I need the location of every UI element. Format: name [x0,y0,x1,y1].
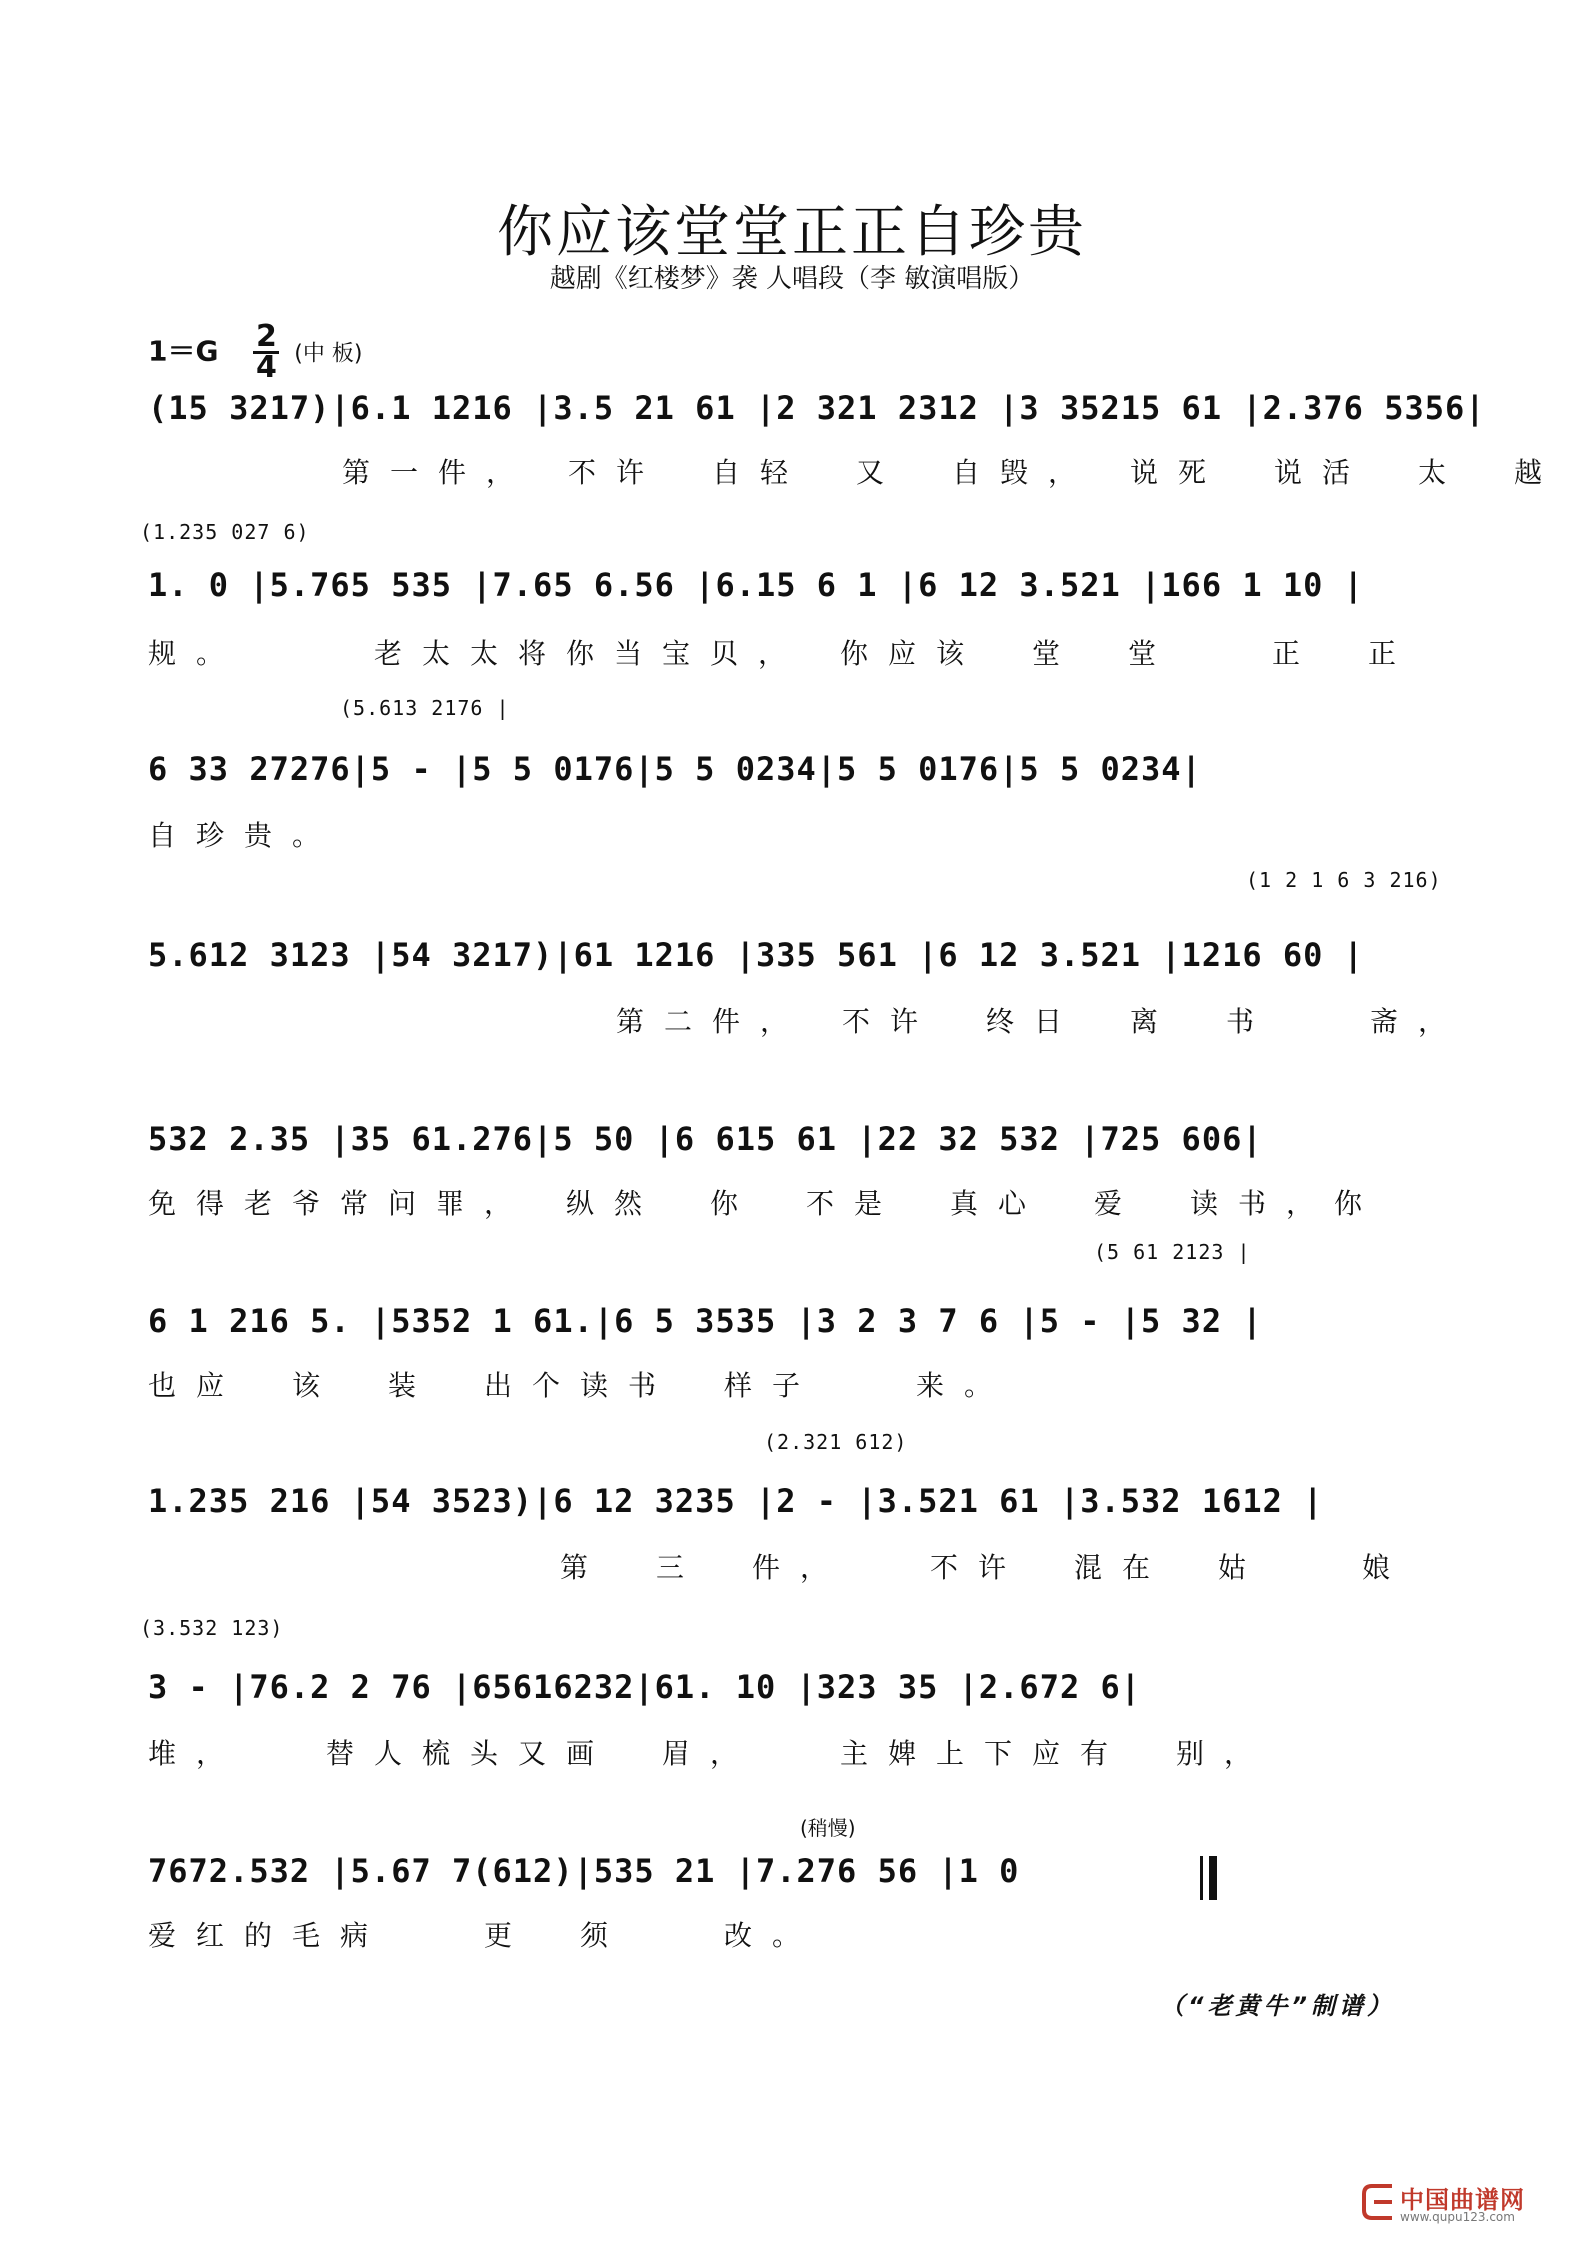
transcriber-credit: （“老黄牛”制谱） [1160,1992,1395,2020]
lyrics-line: 第一件， 不许 自轻 又 自毁， 说死 说活 太 越 [342,456,1563,489]
intro-bracket: (5 61 2123 | [1094,1240,1251,1264]
notation-line: 7672.532 |5.67 7(612)|535 21 |7.276 56 |1 0 [148,1852,1020,1890]
key-signature: 1＝G [148,334,219,368]
tempo-label: (中 板) [294,341,363,367]
notation-line: 5.612 3123 |54 3217)|61 1216 |335 561 |6 12 3.521 |1216 60 | [148,936,1364,974]
notation-line: 6 33 27276|5 - |5 5 0176|5 5 0234|5 5 0176|5 5 0234| [148,750,1202,788]
notation-line: 6 1 216 5. |5352 1 61.|6 5 3535 |3 2 3 7 6 |5 - |5 32 | [148,1302,1263,1340]
watermark-logo-icon [1362,2182,1396,2222]
lyrics-line: 免得老爷常问罪， 纵然 你 不是 真心 爱 读书，你 [148,1187,1383,1220]
lyrics-line: 第 三 件， 不许 混在 姑 娘 [560,1551,1411,1584]
intro-bracket: (1 2 1 6 3 216) [1246,868,1442,892]
lyrics-line: 堆， 替人梳头又画 眉， 主婢上下应有 别， [148,1737,1273,1770]
time-signature [253,319,279,385]
watermark-url: www.qupu123.com [1400,2210,1515,2224]
song-subtitle: 越剧《红楼梦》袭 人唱段（李 敏演唱版） [549,264,1035,294]
final-barline-thin [1200,1856,1203,1900]
site-watermark [1362,2178,1572,2234]
intro-bracket: (1.235 027 6) [140,520,310,544]
key-time-tempo [148,319,363,385]
lyrics-line: 爱红的毛病 更 须 改。 [148,1919,821,1952]
notation-line: 1. 0 |5.765 535 |7.65 6.56 |6.15 6 1 |6 12 3.521 |166 1 10 | [148,566,1364,604]
lyrics-line: 规。 老太太将你当宝贝， 你应该 堂 堂 正 正 [148,637,1417,670]
watermark-name: 中国曲谱网 [1400,2185,1525,2214]
time-signature-top: 2 [255,319,277,354]
notation-line: (15 3217)|6.1 1216 |3.5 21 61 |2 321 2312 |3 35215 61 |2.376 5356| [148,389,1486,427]
notation-line: 3 - |76.2 2 76 |65616232|61. 10 |323 35 |2.672 6| [148,1668,1142,1706]
final-barline [1200,1856,1230,1900]
intro-bracket: (2.321 612) [764,1430,908,1454]
song-title: 你应该堂堂正正自珍贵 [497,200,1087,265]
lyrics-line: 也应 该 装 出个读书 样子 来。 [148,1369,1013,1402]
notation-line: 532 2.35 |35 61.276|5 50 |6 615 61 |22 32 532 |725 606| [148,1120,1263,1158]
intro-bracket: (5.613 2176 | [340,696,510,720]
lyrics-line: 第二件， 不许 终日 离 书 斋， [616,1005,1467,1038]
notation-line: 1.235 216 |54 3523)|6 12 3235 |2 - |3.521 61 |3.532 1612 | [148,1482,1324,1520]
tempo-marking: (稍慢) [800,1816,856,1840]
time-signature-bottom: 4 [255,350,277,385]
lyrics-line: 自珍贵。 [148,819,341,852]
final-barline-thick [1209,1856,1217,1900]
intro-bracket: (3.532 123) [140,1616,284,1640]
